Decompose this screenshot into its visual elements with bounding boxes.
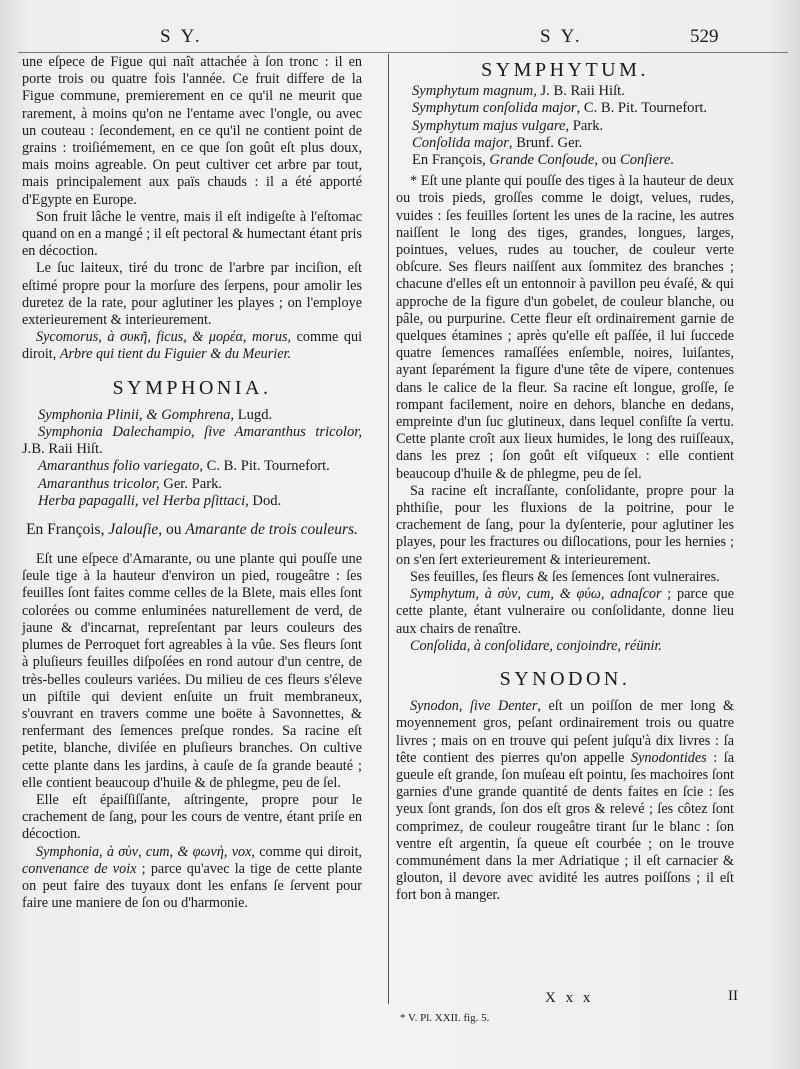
etymology-term: Symphonia, à σὺν, cum, & φωνὴ, vox, bbox=[36, 843, 255, 860]
synonym-source: J.B. Raii Hiſt. bbox=[22, 441, 103, 458]
entry-title: SYNODON. bbox=[499, 667, 631, 690]
french-sep: , ou bbox=[158, 521, 186, 539]
etymology bbox=[22, 329, 362, 363]
etymology-text: comme qui diroit, bbox=[254, 843, 362, 860]
etymology bbox=[396, 586, 734, 638]
paragraph: Eſt une eſpece d'Amarante, ou une plante qui pouſſe une ſeule tige à la hauteur d'environ un pied, rougeâtre : ſes feuilles ſont faites comme celles de la Blete, mais elles ſont colorées ou comme enluminées naturellement de verd, de jaune & d'incarnat, repreſentant par leurs couleurs des plumes de Perroquet fort agreables à la vûe. Ses fleurs ſont à pluſieurs feuilles diſpoſées en rond autour d'un centre, de très-belles couleurs variées. Du milieu de ces fleurs s'éleve un piſtile qui devient enſuite un fruit membraneux, s'ouvrant en travers comme une boëte à Savonnettes, & renfermant des ſemences preſque rondes. Sa racine eſt petite, blanche, diviſée en pluſieurs branches. On cultive cette plante dans les jardins, à cauſe de ſa grande beauté ; elle contient beaucoup d'huile & de phlegme, peu de ſel. bbox=[22, 551, 362, 791]
french-name bbox=[22, 520, 362, 539]
french-term: Grande Conſoude bbox=[489, 152, 595, 169]
etymology-text: ; parce que cette plante, étant vulneraire ou conſolidante, donne lieu aux chairs de renaître. bbox=[396, 586, 734, 637]
right-column bbox=[396, 54, 734, 905]
synonym-line bbox=[396, 118, 734, 135]
synonym-name: Amaranthus tricolor, bbox=[38, 475, 160, 492]
paragraph: une eſpece de Figue qui naît attachée à ſon tronc : il en porte trois ou quatre fois l'année. Ce fruit differe de la Figue commune, premierement en ce qu'il ne meurit que rarement, à moins qu'on ne l'entame avec l'ongle, ou avec un couteau : ſecondement, en ce qu'il ne contient point de grains : troiſiémement, en ce que ſon goût eſt plus doux, mais moins agreable. On peut cultiver cet arbre par tout, mais principalement aux païs chauds : il a été apporté d'Egypte en Europe. bbox=[22, 54, 362, 208]
paragraph: Son fruit lâche le ventre, mais il eſt indigeſte à l'eſtomac quand on en a mangé ; il eſt pectoral & humectant étant pris en décoction. bbox=[22, 208, 362, 260]
synonym-line bbox=[396, 83, 734, 100]
paragraph: Sa racine eſt incraſſante, conſolidante, propre pour la phthiſie, pour les fluxions de la poitrine, pour le crachement de ſang, pour la dyſenterie, pour aglutiner les playes, pour les fractures ou diſlocations, pour les hernies ; on s'en ſert exterieurement & interieurement. bbox=[396, 482, 734, 568]
page-number: 529 bbox=[690, 26, 719, 47]
synonym-name: Symphytum majus vulgare bbox=[412, 117, 566, 134]
synonym-source: , C. B. Pit. Tournefort. bbox=[576, 100, 708, 117]
footnote: * V. Pl. XXII. fig. 5. bbox=[400, 1012, 490, 1024]
entry-term: Synodon, ſive Denter bbox=[410, 698, 538, 715]
synonym-source: , C. B. Pit. Tournefort. bbox=[199, 458, 330, 475]
synonym-source: Lugd. bbox=[234, 406, 273, 423]
paragraph: * Eſt une plante qui pouſſe des tiges à la hauteur de deux ou trois pieds, groſſes comme le doigt, velues, rudes, vuides : ſes feuilles ſortent les unes de la racine, les autres naiſſent le long des tiges, grandes, longues, larges, pointues, velues, rudes au toucher, de couleur verte obſcure. Ses fleurs naiſſent aux ſommitez des branches ; chacune d'elles eſt un entonnoir à pavillon peu évaſé, & qui approche de la figure d'un gobelet, de couleur blanche, ou pâle, ou purpurine. Cette fleur eſt ordinairement garnie de quelques étamines ; après qu'elle eſt paſſée, il lui ſuccede quatre ſemences ramaſſées enſemble, noires, luiſantes, ayant ſeparément la figure d'une tête de vipere, contenues dans le calice de la fleur. Sa racine eſt longue, groſſe, ſe rompant facilement, noire en dehors, blanche en dedans, empreinte d'un ſuc glutineux, dans lequel conſiſte ſa vertu. Cette plante croît aux lieux humides, le long des ruiſſeaux, dans les prez ; ſon goût eſt viſqueux : elle contient beaucoup d'huile & de phlegme, peu de ſel. bbox=[396, 173, 734, 482]
synonym-name: Conſolida major bbox=[412, 134, 509, 151]
french-sep: , ou bbox=[594, 152, 620, 169]
french-label: En François, bbox=[26, 521, 109, 539]
synonym-name: Symphonia Dalechampio, ſive Amaranthus tricolor, bbox=[38, 424, 362, 441]
synonym-name: Symphonia Plinii, & Gomphrena, bbox=[38, 406, 235, 423]
entry-title: SYMPHONIA. bbox=[112, 376, 272, 399]
etymology-term: Symphytum, à σὺν, cum, & φύω, adnaſcor bbox=[410, 586, 662, 603]
running-head-left: S Y. bbox=[160, 26, 203, 47]
french-label: En François, bbox=[412, 152, 490, 169]
synonym-name: Symphytum conſolida major bbox=[412, 100, 577, 117]
etymology bbox=[22, 844, 362, 913]
synonym-line bbox=[396, 135, 734, 152]
etymology-term: Sycomorus, à συκῆ, ficus, & μορέα, morus, bbox=[36, 329, 292, 346]
paragraph bbox=[396, 698, 734, 904]
synonym-line bbox=[22, 407, 362, 424]
synonym-source: Ger. Park. bbox=[159, 475, 223, 492]
column-divider bbox=[388, 54, 389, 1004]
synonym-source: , Brunf. Ger. bbox=[508, 134, 583, 151]
entry-term: Synodontides bbox=[631, 749, 707, 766]
paragraph: Le ſuc laiteux, tiré du tronc de l'arbre par inciſion, eſt eſtimé propre pour la morſure des ſerpens, pour amolir les duretez de la rate, pour aglutiner les playes ; on l'employe exterieurement & interieurement. bbox=[22, 260, 362, 329]
etymology-meaning: Arbre qui tient du Figuier & du Meurier. bbox=[59, 346, 292, 363]
etymology-text: ; parce qu'avec la tige de cette plante on peut faire des tuyaux dont les enfans ſe ſervent pour faire une maniere de ſon ou d'harmonie. bbox=[22, 860, 362, 912]
french-term: Conſiere. bbox=[619, 152, 675, 169]
paragraph-text: : ſa gueule eſt grande, ſon muſeau eſt pointu, ſes machoires ſont garnies d'une grande quantité de dents faites en ſcie : ſes yeux ſont grands, ſon dos eſt gros & relevé ; ſes côtez ſont comprimez, de couleur rougeâtre tirant ſur le blanc : ſon ventre eſt argentin, ſa queue eſt courbée ; on le trouve communément dans la mer Adriatique ; il eſt carnacier & glouton, il devore avec avidité les autres poiſſons ; il eſt fort bon à manger. bbox=[396, 749, 734, 904]
synonym-source: Dod. bbox=[248, 492, 282, 509]
synonym-source: , J. B. Raii Hiſt. bbox=[533, 83, 625, 100]
synonym-line bbox=[396, 100, 734, 117]
etymology: Conſolida, à conſolidare, conjoindre, réünir. bbox=[410, 637, 662, 654]
french-name bbox=[396, 152, 734, 169]
etymology-meaning: convenance de voix bbox=[22, 860, 137, 877]
synonym-name: Herba papagalli, vel Herba pſittaci, bbox=[38, 492, 249, 509]
etymology-text: comme qui diroit, bbox=[22, 329, 363, 363]
paragraph: Ses feuilles, ſes fleurs & ſes ſemences ſont vulneraires. bbox=[410, 568, 720, 585]
signature-mark: II bbox=[728, 988, 738, 1004]
french-term: Jalouſie bbox=[108, 521, 159, 539]
synonym-line bbox=[22, 493, 362, 510]
synonym-line bbox=[22, 458, 362, 475]
synonym-line bbox=[22, 424, 362, 458]
catchword: X x x bbox=[545, 990, 594, 1006]
paragraph: Elle eſt épaiſſiſſante, aſtringente, propre pour le crachement de ſang, pour les cours de ventre, étant priſe en décoction. bbox=[22, 791, 362, 843]
french-term: Amarante de trois couleurs. bbox=[185, 521, 358, 539]
left-column bbox=[22, 54, 362, 912]
running-head-right: S Y. bbox=[540, 26, 583, 47]
header-rule bbox=[18, 52, 788, 53]
synonym-name: Amaranthus folio variegato bbox=[38, 458, 200, 475]
synonym-line bbox=[22, 476, 362, 493]
paragraph-text: , eſt un poiſſon de mer long & moyennement gros, peſant ordinairement trois ou quatre livres ; mais on en trouve qui peſent juſqu'à dix livres : ſa tête contient des pierres qu'on appelle bbox=[396, 698, 735, 766]
entry-title: SYMPHYTUM. bbox=[481, 59, 649, 81]
synonym-source: , Park. bbox=[565, 117, 604, 134]
synonym-name: Symphytum magnum bbox=[412, 83, 534, 100]
